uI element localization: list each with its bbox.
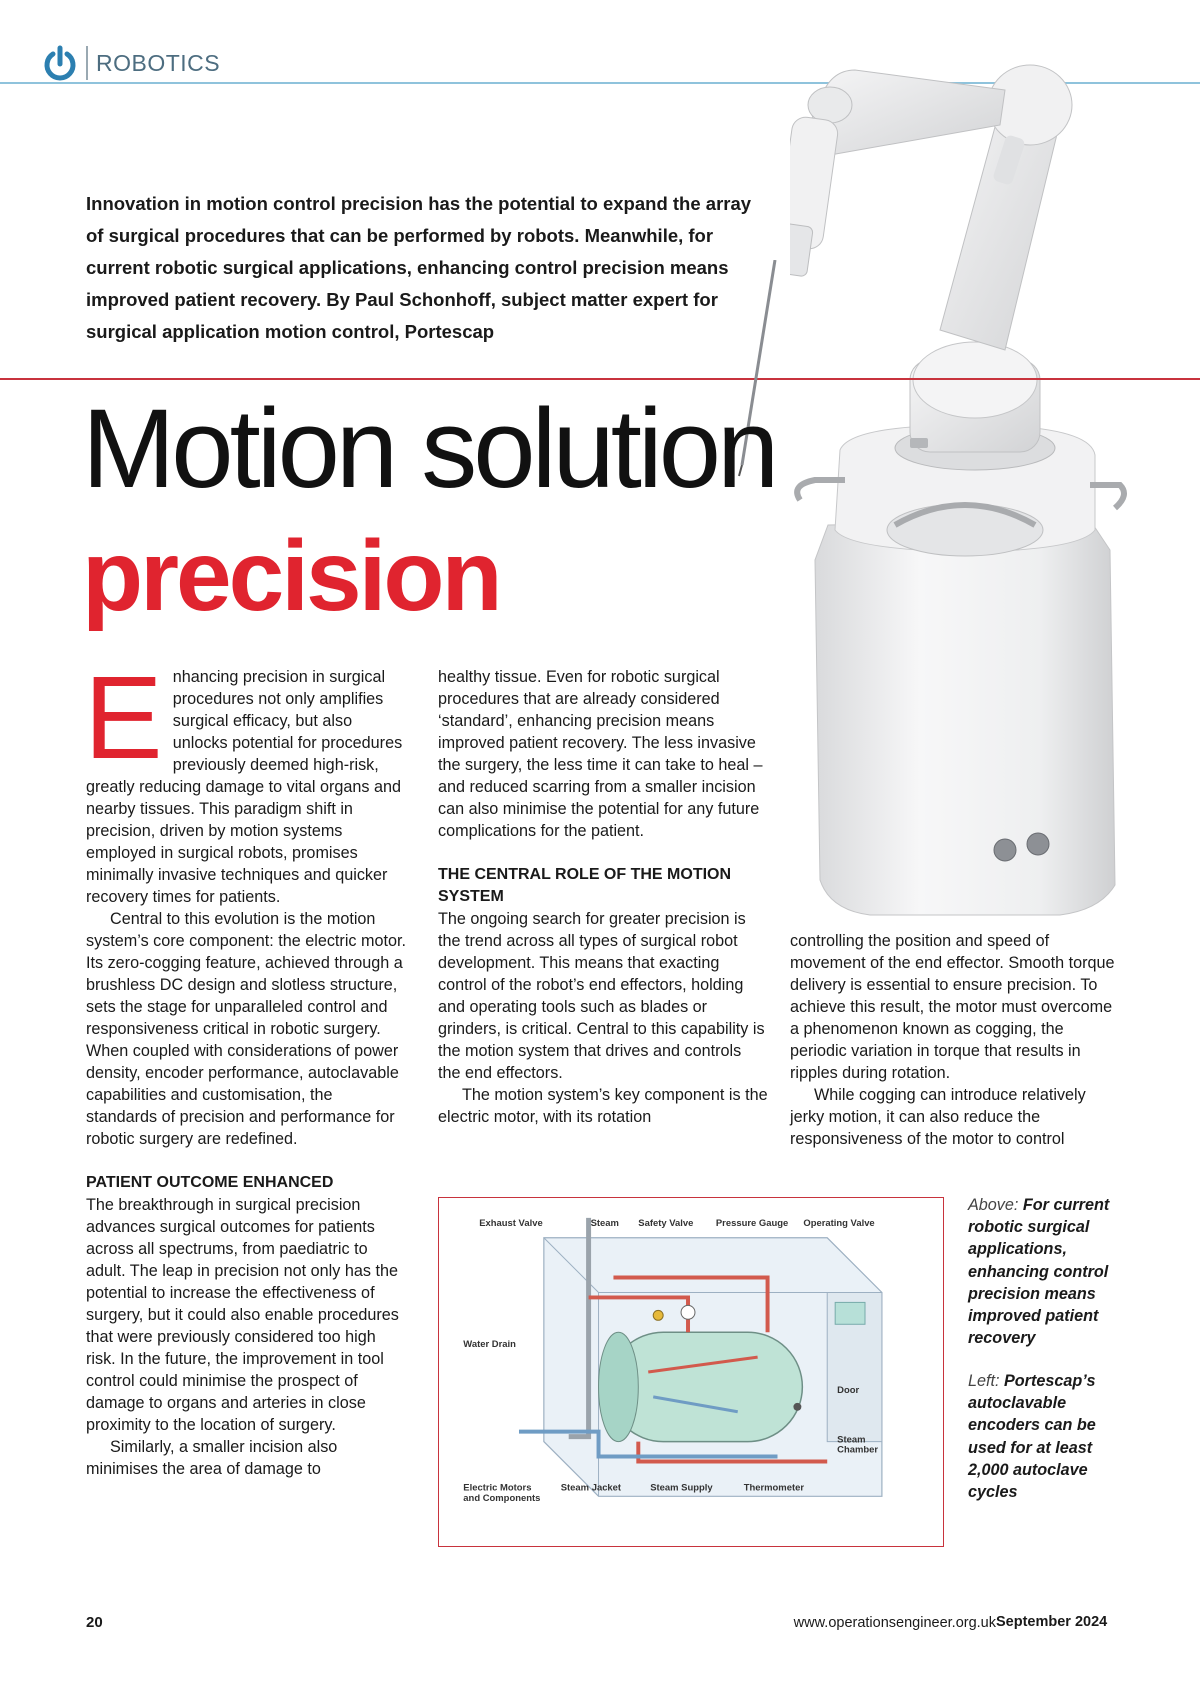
label-pressure-gauge: Pressure Gauge <box>715 1217 789 1229</box>
label-steam: Steam <box>590 1217 619 1229</box>
label-safety-valve: Safety Valve <box>638 1217 694 1229</box>
paragraph: Central to this evolution is the motion system’s core component: the electric motor. Its zero-cogging feature, achieved through a brushless DC design and slotless structure, sets the stage for unparalleled control and responsiveness critical in robotic surgery. When coupled with considerations of power density, encoder performance, autoclavable capabilities and customisation, the standards of precision and performance for robotic surgery are redefined. <box>86 910 406 1148</box>
article-column-1 <box>84 652 406 1480</box>
footer-url[interactable]: www.operationsengineer.org.uk <box>793 1615 996 1631</box>
paragraph: nhancing precision in surgical procedures not only amplifies surgical efficacy, but also unlocks potential for procedures previously deemed high-risk, greatly reducing damage to vital organs and nearby tissues. This paradigm shift in precision, driven by motion systems employed in surgical robots, promises minimally invasive techniques and quicker recovery times for patients. <box>86 668 403 906</box>
caption-lead: Left: <box>968 1372 1000 1390</box>
subheading: THE CENTRAL ROLE OF THE MOTION SYSTEM <box>438 866 732 905</box>
label-exhaust-valve: Exhaust Valve <box>479 1217 543 1229</box>
paragraph: The breakthrough in surgical precision advances surgical outcomes for patients across all spectrums, from paediatric to adult. The leap in precision not only has the potential to increase the effectiveness of surgery, but it could also enable procedures that were previously considered too high risk. In the future, the improvement in tool control could minimise the prospect of damage to organs and arteries in close proximity to the location of surgery. <box>86 1196 399 1434</box>
paragraph: The motion system’s key component is the electric motor, with its rotation <box>438 1086 768 1126</box>
paragraph: Similarly, a smaller incision also minimises the area of damage to <box>86 1438 338 1478</box>
surgical-robot-image <box>790 30 1130 930</box>
article-column-3 <box>790 930 1120 1150</box>
label-operating-valve: Operating Valve <box>803 1217 875 1229</box>
label-steam-supply: Steam Supply <box>650 1482 713 1494</box>
label-steam-chamber: Steam <box>837 1434 866 1446</box>
drop-cap: E <box>84 652 163 784</box>
label-thermometer: Thermometer <box>743 1482 805 1494</box>
label-water-drain: Water Drain <box>463 1339 516 1351</box>
label-steam-chamber: Chamber <box>837 1444 879 1456</box>
label-electric-motors: and Components <box>463 1493 541 1505</box>
headline-rule <box>0 378 1200 380</box>
paragraph: healthy tissue. Even for robotic surgical procedures that are already considered ‘standard’, enhancing precision means improved patient recovery. The less invasive the surgery, the less time it can take to heal – and reduced scarring from a smaller incision can also minimise the potential for any future complications for the patient. <box>438 668 763 840</box>
paragraph: The ongoing search for greater precision is the trend across all types of surgical robot development. This means that exacting control of the robot’s end effectors, holding and operating tools such as blades or grinders, is critical. Central to this capability is the motion system that drives and controls the end effectors. <box>438 910 765 1082</box>
caption-left <box>968 1370 1128 1503</box>
page-number: 20 <box>86 1614 103 1631</box>
label-steam-jacket: Steam Jacket <box>560 1482 622 1494</box>
footer-date: September 2024 <box>996 1614 1108 1630</box>
caption-text: For current robotic surgical applications, enhancing control precision means improved patient recovery <box>968 1196 1110 1348</box>
subheading: PATIENT OUTCOME ENHANCED <box>86 1174 334 1191</box>
article-column-2 <box>438 666 768 1128</box>
caption-above <box>968 1194 1128 1349</box>
caption-lead: Above: <box>968 1196 1019 1214</box>
label-door: Door <box>837 1384 860 1396</box>
paragraph: controlling the position and speed of movement of the end effector. Smooth torque delivery is essential to ensure precision. To achieve this result, the motor must overcome a phenomenon known as cogging, the periodic variation in torque that results in ripples during rotation. <box>790 932 1115 1082</box>
section-label: ROBOTICS <box>96 50 221 76</box>
section-divider <box>86 46 88 80</box>
caption-text: Portescap’s autoclavable encoders can be used for at least 2,000 autoclave cycles <box>968 1372 1096 1502</box>
headline-line-1: Motion solution <box>82 386 776 511</box>
paragraph: While cogging can introduce relatively jerky motion, it can also reduce the responsiveness of the motor to control <box>790 1086 1086 1148</box>
headline-line-2: precision <box>82 520 500 632</box>
label-electric-motors: Electric Motors <box>463 1482 532 1494</box>
autoclave-diagram <box>438 1197 944 1547</box>
power-icon <box>42 44 78 84</box>
intro-standfirst: Innovation in motion control precision has the potential to expand the array of surgical procedures that can be performed by robots. Meanwhile, for current robotic surgical applications, enhancing control precision means improved patient recovery. By Paul Schonhoff, subject matter expert for surgical application motion control, Portescap <box>86 193 752 342</box>
